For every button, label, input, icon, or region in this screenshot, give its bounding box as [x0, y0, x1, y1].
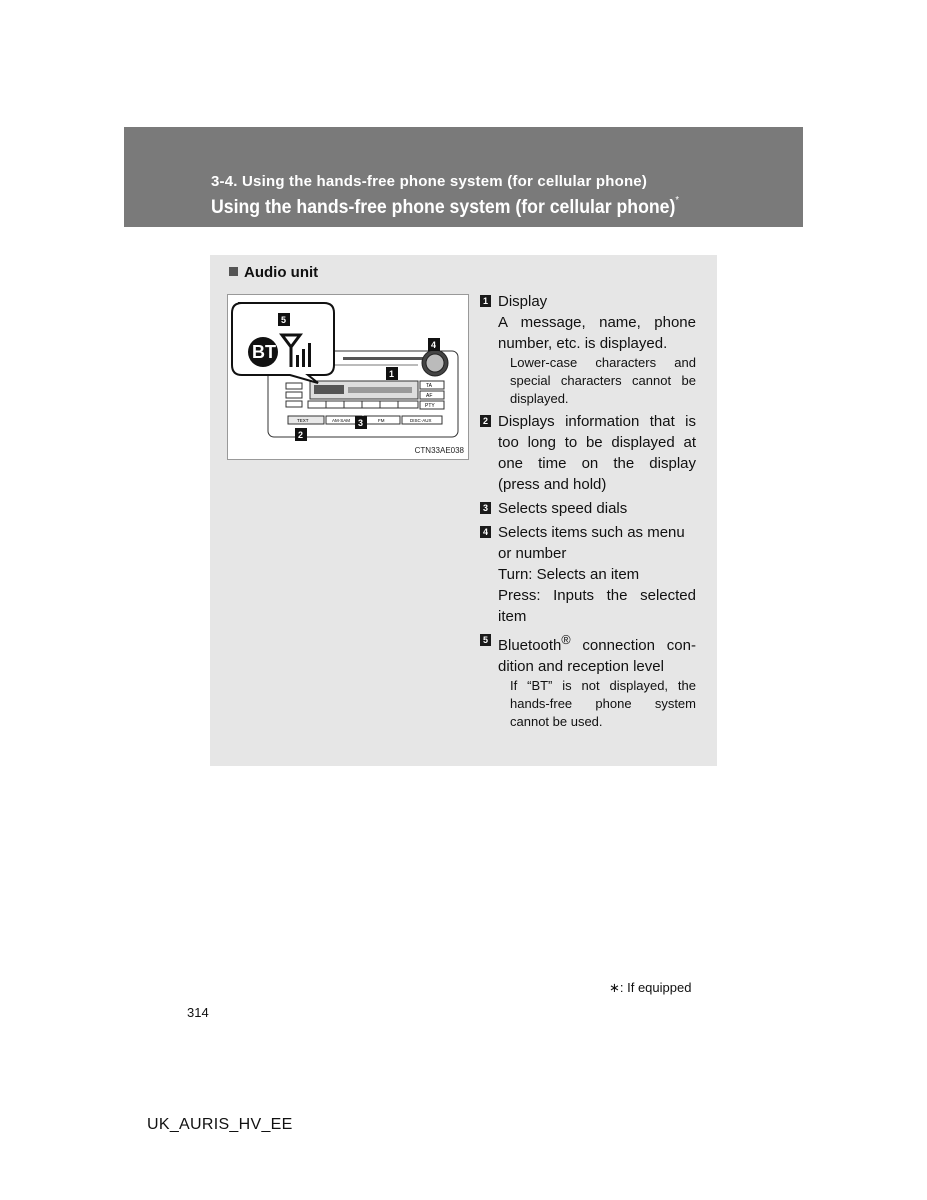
list-item-speed-dials: [480, 498, 696, 519]
figure-caption: CTN33AE038: [414, 446, 464, 455]
item-title: Selects speed dials: [498, 500, 628, 517]
callout-2: [295, 428, 307, 441]
square-bullet-icon: [229, 267, 238, 276]
list-item-display: [480, 291, 696, 408]
svg-text:3: 3: [358, 418, 364, 428]
description-list: [480, 291, 696, 734]
item-title: [498, 630, 696, 677]
audio-unit-panel: [210, 255, 717, 766]
panel-heading: [229, 264, 318, 281]
item-title-rest: connection con-dition and reception level: [498, 637, 696, 675]
cd-slot: [343, 357, 423, 360]
item-title: Displays information that is too long to be displayed at one time on the display (press and hold): [498, 413, 696, 493]
item-number: 2: [480, 415, 491, 427]
audio-unit-figure: [227, 294, 469, 460]
list-item-long-info: [480, 411, 696, 495]
registered-mark: ®: [561, 633, 571, 647]
audio-unit-illustration: [228, 295, 468, 459]
item-body: Turn: Selects an item: [498, 566, 640, 583]
item-note: If “BT” is not displayed, the hands-free phone system cannot be used.: [510, 678, 696, 729]
fm-button-label: FM: [378, 418, 385, 423]
item-title-text: Bluetooth: [498, 637, 562, 654]
document-code: UK_AURIS_HV_EE: [147, 1116, 293, 1133]
side-label-pty: PTY: [425, 403, 435, 409]
side-label-ta: TA: [426, 383, 433, 389]
callout-5: [278, 313, 290, 326]
list-item-bluetooth: [480, 630, 696, 731]
bt-badge-text: BT: [252, 342, 276, 362]
side-label-af: AF: [426, 393, 433, 399]
section-title: 3-4. Using the hands-free phone system (for cellular phone): [211, 173, 648, 190]
callout-4: [428, 338, 440, 351]
list-item-select-knob: [480, 522, 696, 627]
svg-text:5: 5: [281, 315, 287, 325]
item-note: Lower-case characters and special characters cannot be displayed.: [510, 355, 696, 406]
item-title: Display: [498, 293, 548, 310]
item-number: 1: [480, 295, 491, 307]
am-sam-button-label: AM·SAM: [332, 418, 350, 423]
disc-aux-button-label: DISC·AUX: [410, 418, 432, 423]
svg-text:4: 4: [431, 340, 437, 350]
page-title-text: Using the hands-free phone system (for cellular phone): [211, 197, 676, 218]
page-title: [211, 197, 679, 219]
page-number: 314: [187, 1005, 209, 1020]
callout-1: [386, 367, 398, 380]
item-number: 3: [480, 502, 491, 514]
item-body: A message, name, phone number, etc. is displayed.: [498, 314, 696, 352]
panel-heading-text: Audio unit: [244, 264, 319, 281]
item-title: Selects items such as menu or number: [498, 524, 685, 562]
svg-text:1: 1: [389, 369, 395, 379]
equipped-mark: *: [675, 195, 680, 206]
item-number: 4: [480, 526, 491, 538]
text-button-label: TEXT: [297, 418, 309, 423]
svg-text:2: 2: [298, 430, 304, 440]
chapter-header: [124, 127, 803, 227]
item-body: Press: Inputs the selected item: [498, 587, 696, 625]
preset-buttons-row: [308, 401, 418, 408]
callout-3: [355, 416, 367, 429]
footnote: ∗: If equipped: [609, 980, 692, 995]
item-number: 5: [480, 634, 491, 646]
